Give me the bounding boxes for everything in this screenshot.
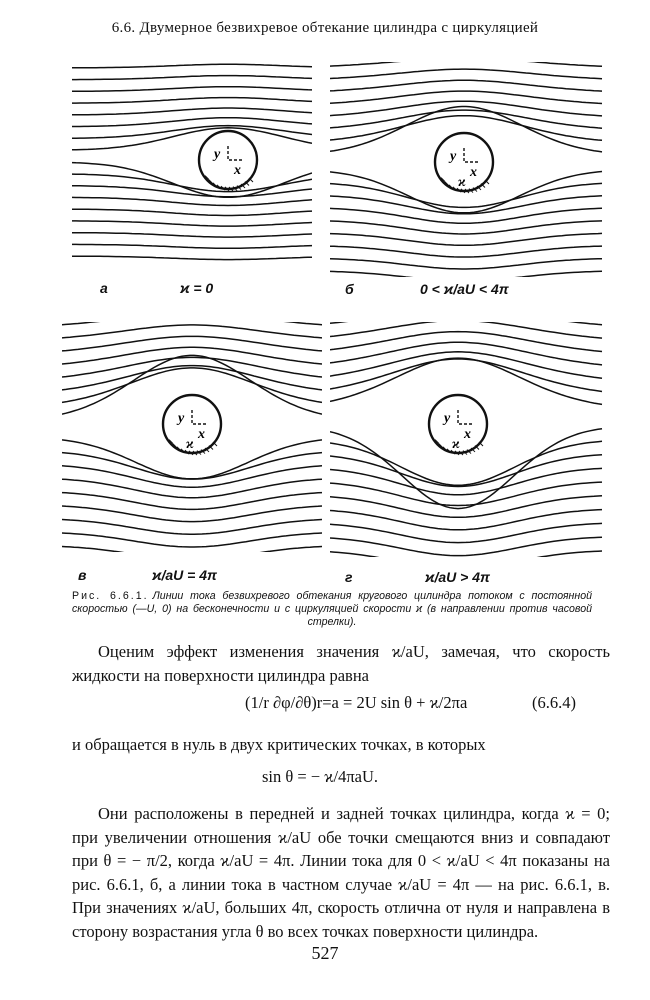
streamline <box>330 208 602 223</box>
streamline <box>72 118 312 127</box>
panel-condition-a: ϰ = 0 <box>180 280 214 296</box>
streamline <box>330 246 602 257</box>
equation-number: (6.6.4) <box>532 693 576 712</box>
streamline <box>330 62 602 66</box>
streamline <box>72 64 312 68</box>
streamline <box>330 332 602 352</box>
streamline <box>72 197 312 205</box>
panel-condition-v: ϰ/aU = 4π <box>152 567 217 583</box>
streamline <box>62 336 322 351</box>
streamline <box>72 221 312 226</box>
page-number: 527 <box>311 943 339 963</box>
axis-label-x: x <box>470 165 477 180</box>
running-header: 6.6. Двумерное безвихревое обтекание цилиндра с циркуляцией <box>111 20 539 36</box>
equation-critical-points: sin θ = − ϰ/4πaU. <box>262 767 379 786</box>
streamline <box>330 259 602 269</box>
equation-6-6-4: (1/r ∂φ/∂θ)r=a = 2U sin θ + ϰ/2πa <box>245 693 468 712</box>
streamline <box>330 101 602 116</box>
panel-letter-v: в <box>78 567 87 583</box>
panel-letter-b: б <box>345 281 354 297</box>
figure-caption <box>72 590 592 629</box>
figure-panel-b <box>330 62 605 277</box>
figure-panel-g <box>330 322 605 557</box>
axis-label-x: x <box>234 163 241 178</box>
panel-condition-g: ϰ/aU > 4π <box>425 569 490 585</box>
panel-letter-g: г <box>345 569 353 585</box>
paragraph-2: и обращается в нуль в двух критических точках, в которых <box>72 735 486 754</box>
caption-body: Линии тока безвихревого обтекания кругового цилиндра потоком с постоянной скоростью (—U, 0) на бесконечности и с циркуляцией скорости ϰ (в направлении против часовой стрелки). <box>72 590 592 628</box>
streamline <box>330 69 602 79</box>
streamline <box>330 233 602 245</box>
streamline <box>330 455 602 487</box>
streamline <box>72 244 312 248</box>
streamline <box>72 76 312 80</box>
axis-label-y: y <box>444 411 451 426</box>
circulation-label: ϰ <box>186 437 194 452</box>
streamline <box>72 174 312 192</box>
caption-head: Рис. 6.6.1. <box>72 590 149 602</box>
circulation-label: ϰ <box>458 175 466 190</box>
streamline <box>330 468 602 494</box>
streamline <box>62 366 322 390</box>
streamline <box>72 98 312 104</box>
streamlines-plot-b <box>330 62 605 277</box>
streamline <box>72 163 312 198</box>
streamline <box>330 80 602 91</box>
panel-letter-a: а <box>100 280 108 296</box>
streamline <box>62 506 322 522</box>
streamlines-plot-v <box>62 322 322 552</box>
panel-condition-b: 0 < ϰ/aU < 4π <box>420 281 509 297</box>
axis-label-x: x <box>198 427 205 442</box>
streamline <box>72 256 312 259</box>
paragraph-3: Они расположены в передней и задней точках цилиндра, когда ϰ = 0; при увеличении отношения ϰ/aU обе точки смещаются вниз и совпадают при θ = − π/2, когда ϰ/aU = 4π. Линии тока для 0 < ϰ/aU < 4π показаны на рис. 6.6.1, б, а линии тока в частном случае ϰ/aU = 4π — на рис. 6.6.1, в. При значениях ϰ/aU, больших 4π, скорость отлична от нуля и направлена в сторону возрастания угла θ во всех точках поверхности цилиндра. <box>72 804 610 941</box>
axis-label-y: y <box>450 149 457 164</box>
streamline <box>72 87 312 92</box>
streamlines-plot-g <box>330 322 605 557</box>
streamline <box>330 537 602 555</box>
streamline <box>330 271 602 277</box>
cylinder-circle <box>199 131 257 189</box>
figure-panel-a <box>72 62 312 262</box>
streamline <box>72 233 312 237</box>
axis-label-x: x <box>464 427 471 442</box>
streamline <box>62 493 322 510</box>
figure-panel-v <box>62 322 322 552</box>
streamline <box>330 359 602 392</box>
streamline <box>72 209 312 215</box>
axis-label-y: y <box>214 147 221 162</box>
paragraph-1: Оценим эффект изменения значения ϰ/aU, замечая, что скорость жидкости на поверхности цилиндра равна <box>72 642 610 685</box>
streamline <box>72 108 312 115</box>
circulation-label: ϰ <box>452 437 460 452</box>
streamline <box>72 128 312 150</box>
streamline <box>62 479 322 498</box>
streamlines-plot-a <box>72 62 312 262</box>
streamline <box>330 322 602 338</box>
streamline <box>62 453 322 480</box>
streamline <box>330 322 602 325</box>
axis-label-y: y <box>178 411 185 426</box>
streamline <box>62 533 322 547</box>
streamline <box>330 496 602 518</box>
